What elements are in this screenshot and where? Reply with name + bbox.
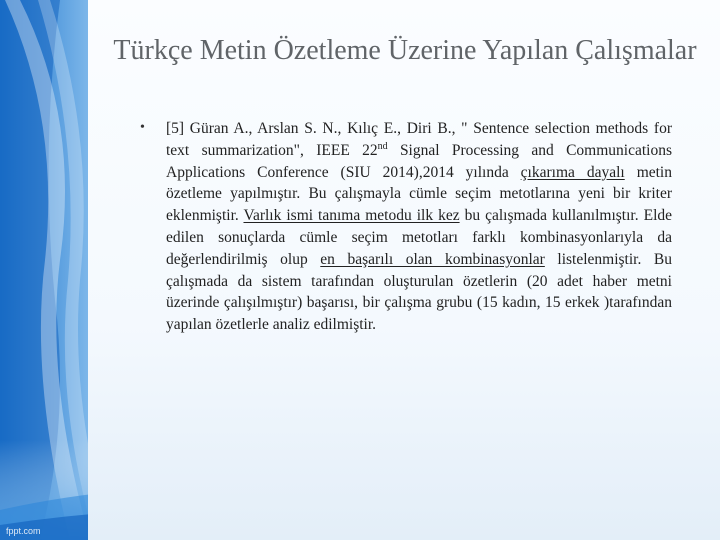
paragraph-text-1: Güran A., Arslan S. N., Kılıç E., Diri B., " Sentence selection methods for text summarization", IEEE 22: [166, 120, 672, 159]
footer-watermark[interactable]: fppt.com: [6, 526, 41, 536]
slide-title: Türkçe Metin Özetleme Üzerine Yapılan Çalışmalar: [113, 35, 697, 66]
superscript-nd: nd: [377, 140, 388, 152]
underlined-phrase-2: Varlık ismi tanıma metodu ilk kez: [243, 207, 460, 225]
paragraph-text-5: listelenmiştir. Bu çalışmada da sistem tarafından oluşturulan özetlerin (20 adet haber metni üzerinde çalışılmıştır) başarısı, bir çalışma grubu (15 kadın, 15 erkek )tarafından yapılan özetlerle analiz edilmiştir.: [166, 250, 673, 334]
paragraph-text-3: metin özetleme yapılmıştır. Bu çalışmayla cümle seçim metotlarına yeni bir kriter eklenmiştir.: [166, 163, 672, 225]
paragraph-text-2: Signal Processing and Communications Applications Conference (SIU 2014),2014 yılında: [166, 141, 672, 181]
underlined-phrase-3: en başarılı olan kombinasyonlar: [320, 250, 545, 268]
paragraph-text-4: bu çalışmada kullanılmıştır. Elde edilen sonuçlarda cümle seçim metotları farklı kombinasyonlarıyla da değerlendirilmiş olup: [166, 207, 672, 268]
reference-number: [5]: [166, 120, 185, 137]
bullet-marker: •: [140, 120, 145, 135]
underlined-phrase-1: çıkarıma dayalı: [520, 163, 625, 181]
bullet-paragraph: [166, 118, 672, 336]
